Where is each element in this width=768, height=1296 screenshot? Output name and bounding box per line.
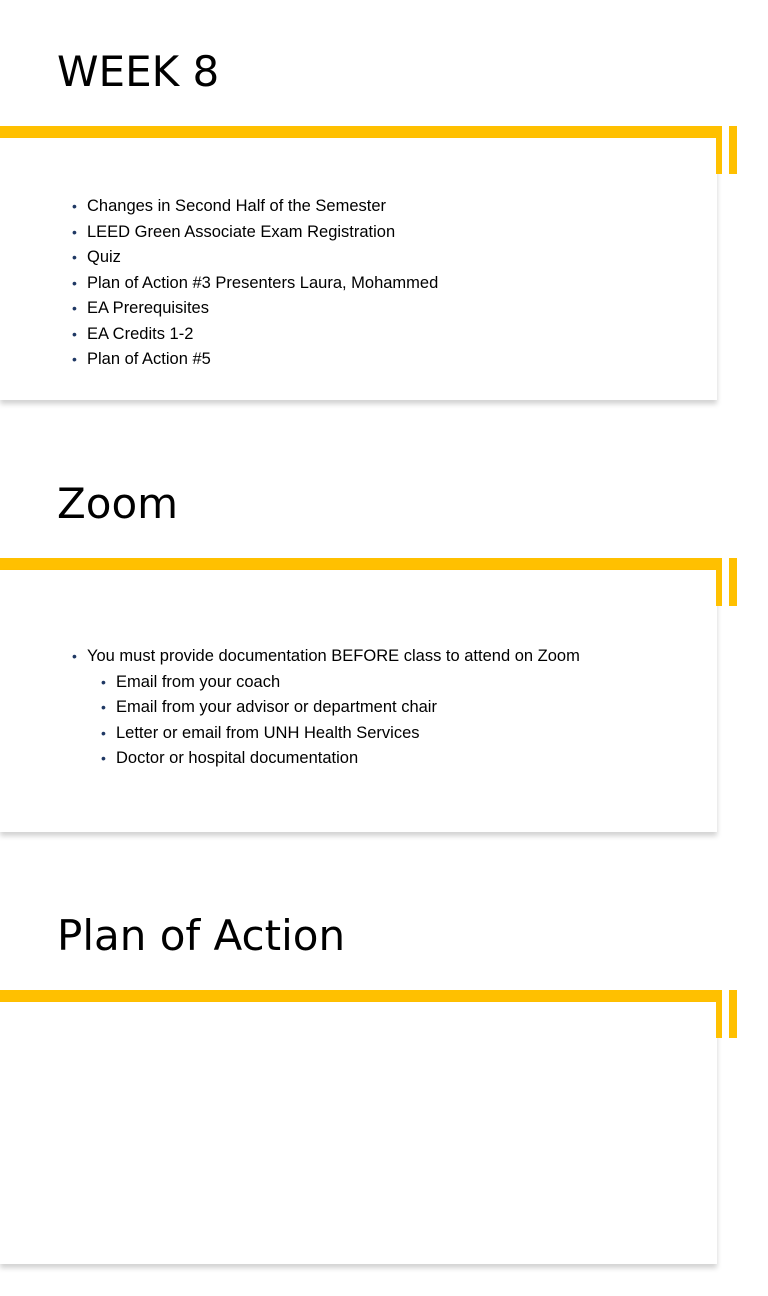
slide-week-8 [0, 0, 768, 432]
list-item: • Doctor or hospital documentation [0, 746, 580, 772]
slide-zoom [0, 432, 768, 864]
bullet-icon: • [72, 249, 77, 265]
bullet-icon: • [72, 351, 77, 367]
accent-bar-vertical [729, 558, 737, 606]
bullet-list [0, 644, 580, 772]
slide-title: WEEK 8 [57, 47, 220, 96]
list-item: • Plan of Action #5 [0, 347, 438, 373]
accent-bar-vertical [716, 558, 722, 606]
list-item: • Changes in Second Half of the Semester [0, 194, 438, 220]
list-item: • You must provide documentation BEFORE class to attend on Zoom [0, 644, 580, 670]
accent-bar [0, 990, 722, 1002]
list-item: • Quiz [0, 245, 438, 271]
content-box [0, 570, 717, 832]
list-item: • EA Credits 1-2 [0, 322, 438, 348]
accent-bar-vertical [716, 126, 722, 174]
slide-title: Plan of Action [57, 911, 346, 960]
accent-bar [0, 558, 722, 570]
list-item: • Letter or email from UNH Health Services [0, 721, 580, 747]
bullet-icon: • [101, 750, 106, 766]
list-item: • Email from your advisor or department chair [0, 695, 580, 721]
list-item: • Plan of Action #3 Presenters Laura, Mohammed [0, 271, 438, 297]
list-item: • Email from your coach [0, 670, 580, 696]
content-box [0, 1002, 717, 1264]
slide-title: Zoom [57, 479, 179, 528]
content-box [0, 138, 717, 400]
accent-bar-vertical [716, 990, 722, 1038]
accent-bar [0, 126, 722, 138]
bullet-icon: • [101, 673, 106, 690]
accent-bar-vertical [729, 126, 737, 174]
bullet-icon: • [101, 699, 106, 715]
bullet-icon: • [72, 300, 77, 316]
bullet-list [0, 194, 438, 373]
list-item: • EA Prerequisites [0, 296, 438, 322]
list-item: • LEED Green Associate Exam Registration [0, 220, 438, 246]
bullet-icon: • [101, 724, 106, 741]
bullet-icon: • [72, 648, 77, 664]
bullet-icon: • [72, 274, 77, 291]
bullet-icon: • [72, 223, 77, 240]
accent-bar-vertical [729, 990, 737, 1038]
slide-plan-of-action [0, 864, 768, 1296]
bullet-icon: • [72, 198, 77, 214]
bullet-icon: • [72, 325, 77, 342]
